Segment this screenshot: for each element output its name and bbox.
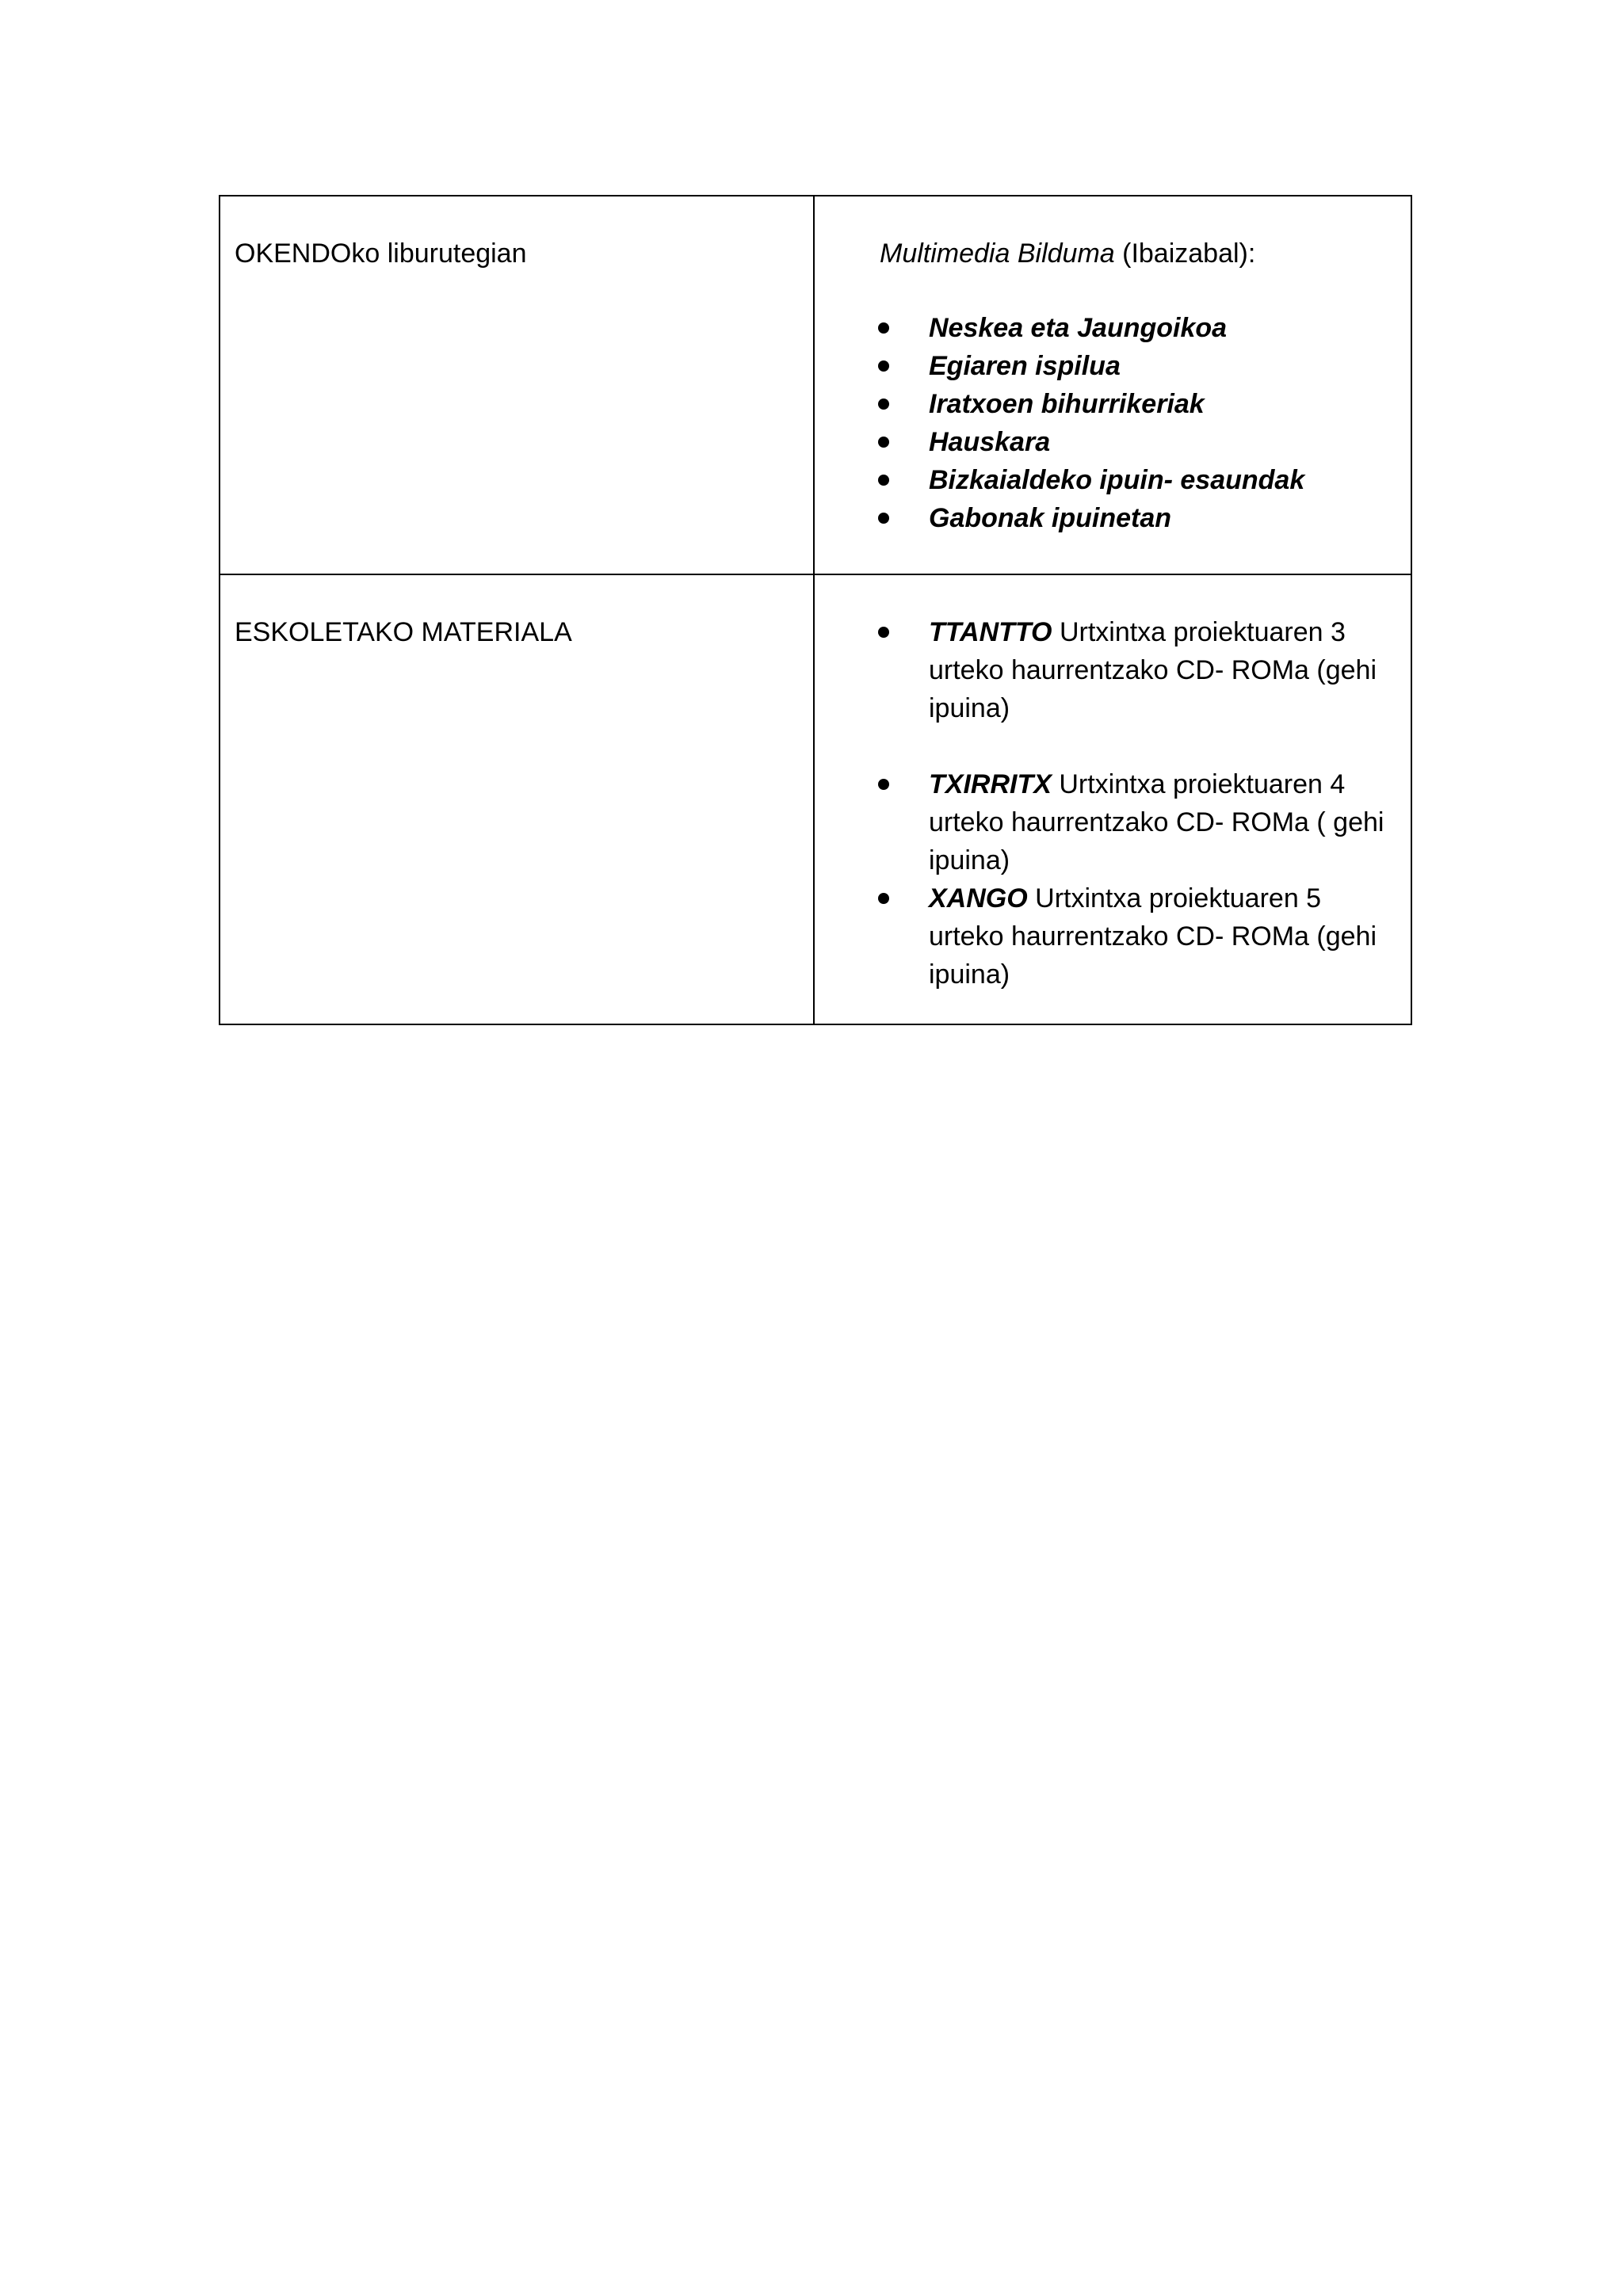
- table-row: [220, 574, 1411, 1024]
- material-description: Urtxintxa proiektuaren 5 urteko haurrentzako CD- ROMa (gehi ipuina): [929, 883, 1377, 990]
- list-item-text: Neskea eta Jaungoikoa: [929, 313, 1228, 343]
- list-item: [815, 461, 1395, 499]
- bullet-icon: [878, 360, 889, 372]
- material-title: XANGO: [929, 883, 1028, 913]
- bullet-icon: [878, 779, 889, 790]
- table-cell-content: [814, 196, 1411, 574]
- list-item: [815, 613, 1395, 727]
- list-item: [815, 347, 1395, 385]
- row-label: ESKOLETAKO MATERIALA: [235, 617, 572, 647]
- material-description: Urtxintxa proiektuaren 3 urteko haurrentzako CD- ROMa (gehi ipuina): [929, 617, 1377, 723]
- list-item: [815, 309, 1395, 347]
- bullet-icon: [878, 437, 889, 448]
- bullet-icon: [878, 893, 889, 904]
- material-description: Urtxintxa proiektuaren 4 urteko haurrentzako CD- ROMa ( gehi ipuina): [929, 769, 1384, 875]
- list-item: [815, 879, 1395, 994]
- title-list: [815, 309, 1395, 537]
- collection-name: Multimedia Bilduma: [880, 238, 1115, 269]
- bullet-icon: [878, 627, 889, 638]
- material-list: [815, 613, 1395, 994]
- table-cell-content: [814, 574, 1411, 1024]
- material-title: TXIRRITX: [929, 769, 1052, 799]
- table-cell-label: [220, 196, 814, 574]
- bullet-icon: [878, 475, 889, 486]
- collection-intro: [880, 235, 1395, 273]
- bullet-icon: [878, 513, 889, 524]
- list-item-text: Egiaren ispilua: [929, 351, 1121, 381]
- list-item: [815, 765, 1395, 879]
- list-item-text: Gabonak ipuinetan: [929, 503, 1172, 533]
- bullet-icon: [878, 399, 889, 410]
- bullet-icon: [878, 322, 889, 334]
- collection-publisher: (Ibaizabal):: [1114, 238, 1256, 269]
- resource-table: [219, 195, 1412, 1025]
- list-item-text: Hauskara: [929, 427, 1051, 457]
- list-item: [815, 499, 1395, 537]
- list-item-text: Iratxoen bihurrikeriak: [929, 389, 1205, 419]
- table-cell-label: [220, 574, 814, 1024]
- list-item-text: Bizkaialdeko ipuin- esaundak: [929, 465, 1305, 495]
- table-row: [220, 196, 1411, 574]
- row-label: OKENDOko liburutegian: [235, 238, 527, 269]
- material-title: TTANTTO: [929, 617, 1052, 647]
- list-item: [815, 423, 1395, 461]
- list-item: [815, 385, 1395, 423]
